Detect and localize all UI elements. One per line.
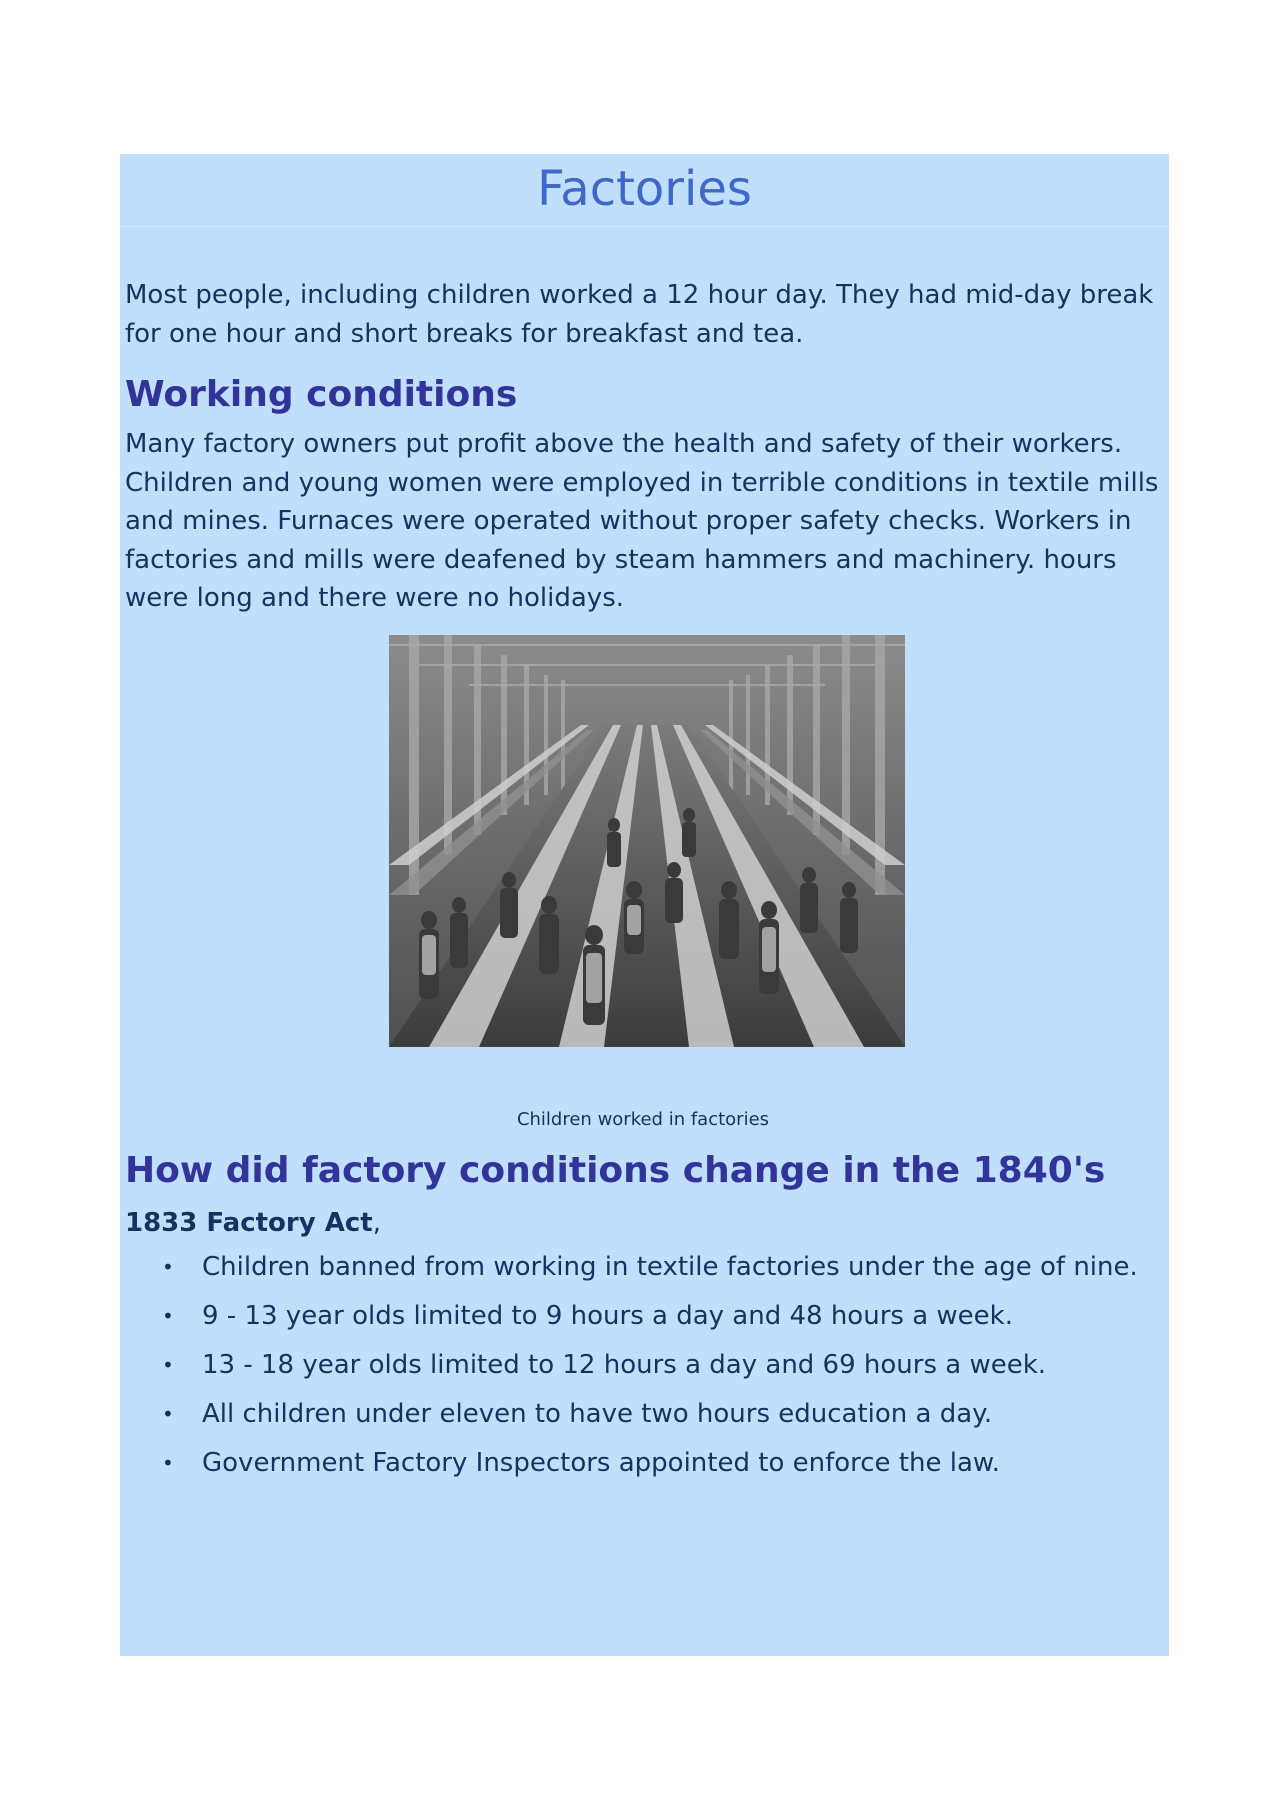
document-page [120, 154, 1169, 1656]
list-item-text: Children banned from working in textile factories under the age of nine. [202, 1251, 1138, 1282]
factory-children-photo [389, 635, 905, 1047]
page-title: Factories [537, 161, 752, 217]
factory-figure [125, 635, 1161, 1132]
bullet-icon: • [162, 1352, 174, 1377]
title-bar [120, 154, 1169, 227]
list-item [125, 1296, 1161, 1336]
working-conditions-paragraph: Many factory owners put profit above the health and safety of their workers. Children and young women were employed in terrible conditions in textile mills and mines. Furnaces were operated without proper safety checks. Workers in factories and mills were deafened by steam hammers and machinery. hours were long and there were no holidays. [125, 429, 1159, 613]
bullet-icon: • [162, 1401, 174, 1426]
list-item-text: 13 - 18 year olds limited to 12 hours a day and 69 hours a week. [202, 1349, 1047, 1380]
list-item [125, 1394, 1161, 1434]
figure-caption: Children worked in factories [516, 1108, 770, 1130]
factory-act-line [125, 1204, 1161, 1242]
intro-paragraph: Most people, including children worked a 12 hour day. They had mid-day break for one hour and short breaks for breakfast and tea. [125, 280, 1154, 349]
bullet-icon: • [162, 1254, 174, 1279]
list-item-text: All children under eleven to have two hours education a day. [202, 1398, 993, 1429]
list-item [125, 1345, 1161, 1385]
list-item-text: 9 - 13 year olds limited to 9 hours a day and 48 hours a week. [202, 1300, 1013, 1331]
list-item [125, 1443, 1161, 1483]
working-conditions-heading: Working conditions [125, 374, 518, 415]
page-content [120, 276, 1169, 1483]
bullet-icon: • [162, 1450, 174, 1475]
list-item-text: Government Factory Inspectors appointed to enforce the law. [202, 1447, 1001, 1478]
factory-act-title: 1833 Factory Act [125, 1207, 373, 1238]
bullet-icon: • [162, 1303, 174, 1328]
factory-act-list [125, 1247, 1161, 1483]
list-item [125, 1247, 1161, 1287]
factory-change-heading: How did factory conditions change in the 1840's [125, 1149, 1106, 1191]
factory-act-suffix: , [372, 1207, 381, 1238]
